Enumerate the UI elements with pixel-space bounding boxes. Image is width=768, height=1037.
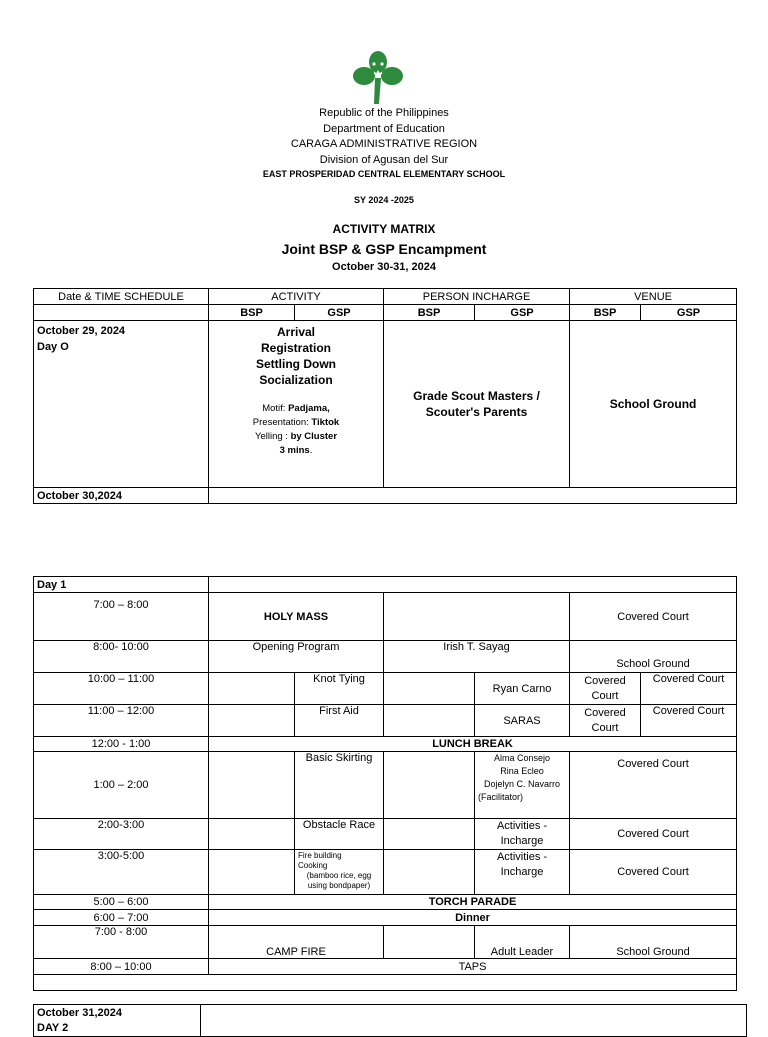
r8-person-gsp: Activities - Incharge <box>475 850 570 895</box>
r10-time: 6:00 – 7:00 <box>34 910 209 926</box>
r7-gsp: Obstacle Race <box>295 819 384 850</box>
doc-date: October 30-31, 2024 <box>332 261 436 273</box>
r4-time: 11:00 – 12:00 <box>34 705 209 737</box>
header-venue-bsp: BSP <box>570 305 641 321</box>
r6-person-3: Dojelyn C. Navarro <box>483 779 561 789</box>
header-venue-gsp: GSP <box>641 305 737 321</box>
header-school: EAST PROSPERIDAD CENTRAL ELEMENTARY SCHOOL <box>262 169 506 179</box>
header-region: CARAGA ADMINISTRATIVE REGION <box>290 138 478 150</box>
r2-time: 8:00- 10:00 <box>34 641 209 673</box>
day0-label: Day O <box>37 341 69 353</box>
r1-time: 7:00 – 8:00 <box>34 593 209 641</box>
r4-venue-gsp: Covered Court <box>641 705 737 737</box>
oct31-date-cell <box>34 1005 201 1037</box>
header-republic: Republic of the Philippines <box>319 107 449 119</box>
r4-person-bsp <box>384 705 475 737</box>
r6-person-bsp <box>384 752 475 819</box>
school-year: SY 2024 -2025 <box>354 195 414 205</box>
r6-venue: Covered Court <box>570 752 737 819</box>
header-activity-bsp: BSP <box>209 305 295 321</box>
r3-venue-bsp: Covered Court <box>570 673 641 705</box>
activity-matrix-table-2 <box>33 576 737 991</box>
r11-activity: CAMP FIRE <box>209 926 384 959</box>
r8-time: 3:00-5:00 <box>34 850 209 895</box>
r3-bsp <box>209 673 295 705</box>
r7-venue: Covered Court <box>570 819 737 850</box>
day0-activity-arrival: Arrival <box>276 325 316 339</box>
oct31-blank <box>201 1005 747 1037</box>
header-blank <box>34 305 209 321</box>
day0-venue: School Ground <box>570 321 737 488</box>
header-activity: ACTIVITY <box>209 289 384 305</box>
header-person-gsp: GSP <box>475 305 570 321</box>
header-person-bsp: BSP <box>384 305 475 321</box>
day0-duration: 3 mins. <box>279 445 313 456</box>
r11-time: 7:00 - 8:00 <box>34 926 209 959</box>
r3-person-gsp: Ryan Carno <box>475 673 570 705</box>
r4-gsp: First Aid <box>295 705 384 737</box>
header-deped: Department of Education <box>323 123 445 135</box>
day0-person-incharge: Grade Scout Masters / Scouter's Parents <box>384 321 570 488</box>
activity-matrix-table-1 <box>33 288 737 504</box>
r4-venue-bsp: Covered Court <box>570 705 641 737</box>
day1-blank <box>209 577 737 593</box>
r6-person-2: Rina Ecleo <box>500 766 544 776</box>
r3-person-bsp <box>384 673 475 705</box>
doc-title: ACTIVITY MATRIX <box>332 222 436 236</box>
header-venue: VENUE <box>570 289 737 305</box>
oct30-date: October 30,2024 <box>34 488 209 504</box>
r7-time: 2:00-3:00 <box>34 819 209 850</box>
r8-gsp-line-2: Cooking <box>298 861 328 870</box>
r6-time: 1:00 – 2:00 <box>34 752 209 819</box>
r1-person <box>384 593 570 641</box>
day0-activity-settling: Settling Down <box>256 357 336 371</box>
r2-person: Irish T. Sayag <box>384 641 570 673</box>
day0-activity-registration: Registration <box>261 341 332 355</box>
day0-activity-cell <box>209 321 384 488</box>
r6-gsp: Basic Skirting <box>295 752 384 819</box>
r11-person-gsp: Adult Leader <box>475 926 570 959</box>
r8-gsp-line-3: (bamboo rice, egg <box>306 871 372 880</box>
r8-gsp-line-4: using bondpaper) <box>307 881 371 890</box>
r6-bsp <box>209 752 295 819</box>
r12-time: 8:00 – 10:00 <box>34 959 209 975</box>
r1-venue: Covered Court <box>570 593 737 641</box>
day1-label: Day 1 <box>34 577 209 593</box>
r4-person-gsp: SARAS <box>475 705 570 737</box>
r7-person-bsp <box>384 819 475 850</box>
r7-bsp <box>209 819 295 850</box>
r8-bsp <box>209 850 295 895</box>
r5-lunch-break: LUNCH BREAK <box>209 737 737 752</box>
day0-date: October 29, 2024 <box>37 325 126 337</box>
r6-person-4: (Facilitator) <box>478 792 524 802</box>
r10-dinner: Dinner <box>209 910 737 926</box>
day0-motif: Motif: Padjama, <box>262 403 330 414</box>
activity-matrix-table-3 <box>33 1004 747 1037</box>
header-division: Division of Agusan del Sur <box>319 154 449 166</box>
doc-subtitle: Joint BSP & GSP Encampment <box>281 241 487 257</box>
r12-taps: TAPS <box>209 959 737 975</box>
table2-blank-row <box>34 975 737 991</box>
r2-venue: School Ground <box>570 641 737 673</box>
r4-bsp <box>209 705 295 737</box>
day0-activity-socialization: Socialization <box>259 373 333 387</box>
r3-time: 10:00 – 11:00 <box>34 673 209 705</box>
r8-person-bsp <box>384 850 475 895</box>
r2-activity: Opening Program <box>209 641 384 673</box>
r3-gsp: Knot Tying <box>295 673 384 705</box>
oct31-day: DAY 2 <box>37 1022 69 1034</box>
r9-torch-parade: TORCH PARADE <box>209 895 737 910</box>
day0-yelling: Yelling : by Cluster <box>254 431 338 442</box>
header-date-time: Date & TIME SCHEDULE <box>34 289 209 305</box>
oct30-blank <box>209 488 737 504</box>
header-activity-gsp: GSP <box>295 305 384 321</box>
r1-activity: HOLY MASS <box>209 593 384 641</box>
r11-person-bsp <box>384 926 475 959</box>
day0-presentation: Presentation: Tiktok <box>252 417 340 428</box>
r6-person-1: Alma Consejo <box>493 753 551 763</box>
oct31-date: October 31,2024 <box>37 1007 122 1019</box>
r8-gsp <box>295 850 384 895</box>
r5-time: 12:00 - 1:00 <box>34 737 209 752</box>
day0-date-cell <box>34 321 209 488</box>
trefoil-logo-icon <box>352 50 404 106</box>
r8-gsp-line-1: Fire building <box>298 851 342 860</box>
r9-time: 5:00 – 6:00 <box>34 895 209 910</box>
r8-venue: Covered Court <box>570 850 737 895</box>
r6-person-gsp <box>475 752 570 819</box>
header-person-incharge: PERSON INCHARGE <box>384 289 570 305</box>
r7-person-gsp: Activities - Incharge <box>475 819 570 850</box>
r11-venue: School Ground <box>570 926 737 959</box>
r3-venue-gsp: Covered Court <box>641 673 737 705</box>
